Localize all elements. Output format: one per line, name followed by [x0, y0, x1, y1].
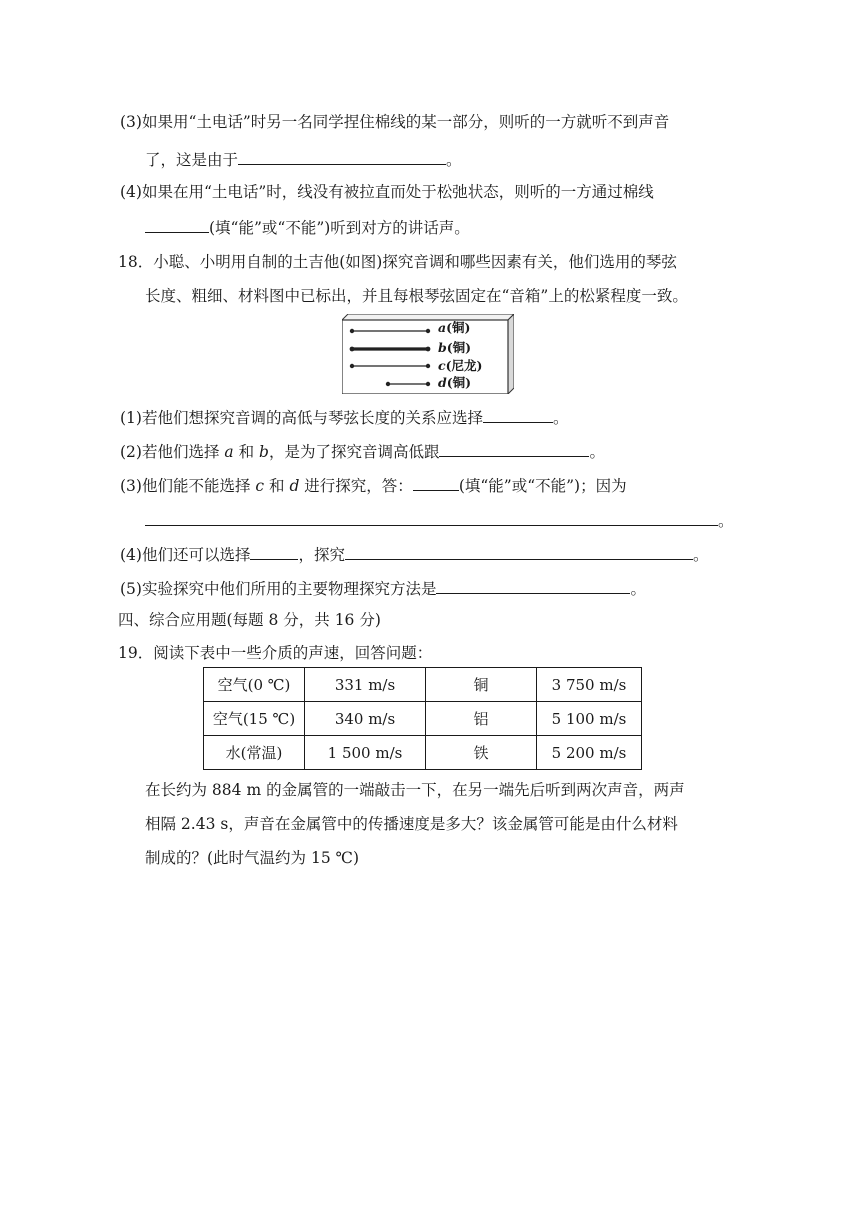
table-cell: 铜 [426, 668, 537, 702]
period: 。 [718, 512, 734, 530]
q17-item4-line2 [145, 216, 470, 238]
table-cell: 空气(0 ℃) [204, 668, 305, 702]
answer-blank[interactable] [345, 543, 693, 560]
label-material: (铜) [446, 340, 472, 355]
label-letter: d [438, 375, 447, 390]
q19-para-line3: 制成的？(此时气温约为 15 ℃) [145, 849, 360, 867]
q18-item3 [120, 474, 627, 496]
table-row [204, 736, 642, 770]
q18-item2 [120, 440, 605, 462]
q18-item3-line2 [145, 509, 734, 531]
period: 。 [692, 546, 709, 564]
table-row [204, 668, 642, 702]
table-cell: 5 100 m/s [537, 702, 642, 736]
period: 。 [552, 409, 569, 427]
q18-item5 [120, 577, 646, 599]
answer-blank[interactable] [145, 509, 718, 526]
var-c: c [255, 477, 265, 495]
q18-item2-text: ，是为了探究音调高低跟 [268, 443, 440, 461]
var-d: d [289, 477, 300, 495]
table-cell: 水(常温) [204, 736, 305, 770]
q19-stem: 19．阅读下表中一些介质的声速，回答问题： [118, 644, 433, 662]
q18-item1 [120, 406, 568, 428]
table-cell: 铁 [426, 736, 537, 770]
q19-para-line1: 在长约为 884 m 的金属管的一端敲击一下，在另一端先后听到两次声音，两声 [145, 781, 685, 799]
q17-item3-line1: (3)如果用“土电话”时另一名同学捏住棉线的某一部分，则听的一方就听不到声音 [120, 113, 670, 131]
var-a: a [224, 443, 234, 461]
answer-blank[interactable] [145, 216, 209, 233]
answer-blank[interactable] [238, 148, 446, 165]
q18-item4-text: ，探究 [298, 546, 345, 564]
q18-item3-text: (3)他们能不能选择 [120, 477, 256, 495]
label-a [438, 320, 470, 336]
table-row [204, 702, 642, 736]
table-cell: 331 m/s [305, 668, 426, 702]
period: 。 [589, 443, 605, 461]
table-cell: 5 200 m/s [537, 736, 642, 770]
label-material: (铜) [446, 320, 471, 335]
label-c [438, 358, 482, 374]
guitar-diagram [342, 314, 514, 394]
table-cell: 空气(15 ℃) [204, 702, 305, 736]
label-b [438, 340, 471, 356]
q18-item3-text: 和 [264, 477, 290, 495]
speed-table [203, 667, 642, 770]
table-cell: 3 750 m/s [537, 668, 642, 702]
q18-item2-text: (2)若他们选择 [120, 443, 225, 461]
label-material: (尼龙) [445, 358, 483, 373]
q18-stem-line2: 长度、粗细、材料图中已标出，并且每根琴弦固定在“音箱”上的松紧程度一致。 [145, 287, 688, 305]
q19-para-line2: 相隔 2.43 s，声音在金属管中的传播速度是多大？该金属管可能是由什么材料 [145, 815, 678, 833]
label-d [438, 375, 471, 391]
table-cell: 铝 [426, 702, 537, 736]
answer-blank[interactable] [483, 406, 553, 423]
table-cell: 1 500 m/s [305, 736, 426, 770]
answer-blank[interactable] [413, 474, 459, 491]
q18-item1-text: (1)若他们想探究音调的高低与琴弦长度的关系应选择 [120, 409, 483, 427]
var-b: b [259, 443, 269, 461]
label-letter: b [438, 340, 447, 355]
q18-stem-line1: 18．小聪、小明用自制的土吉他(如图)探究音调和哪些因素有关，他们选用的琴弦 [118, 253, 677, 271]
q17-item3-text: 了，这是由于 [145, 151, 239, 169]
q18-item5-text: (5)实验探究中他们所用的主要物理探究方法是 [120, 580, 437, 598]
q18-item4-text: (4)他们还可以选择 [120, 546, 251, 564]
period: 。 [630, 580, 646, 598]
label-letter: a [438, 320, 447, 335]
label-letter: c [438, 358, 446, 373]
q18-item2-text: 和 [233, 443, 259, 461]
answer-blank[interactable] [436, 577, 630, 594]
q17-item4-line1: (4)如果在用“土电话”时，线没有被拉直而处于松弛状态，则听的一方通过棉线 [120, 183, 654, 201]
answer-blank[interactable] [250, 543, 298, 560]
q18-item4 [120, 543, 709, 565]
q17-item3-line2 [145, 148, 462, 170]
label-material: (铜) [446, 375, 472, 390]
q17-item4-text: (填“能”或“不能”)听到对方的讲话声。 [209, 219, 470, 237]
q18-item3-text: (填“能”或“不能”)；因为 [458, 477, 627, 495]
section-heading: 四、综合应用题(每题 8 分，共 16 分) [118, 611, 381, 629]
q18-item3-text: 进行探究，答： [299, 477, 413, 495]
table-cell: 340 m/s [305, 702, 426, 736]
guitar-figure [342, 314, 514, 394]
answer-blank[interactable] [439, 440, 589, 457]
period: 。 [446, 151, 462, 169]
